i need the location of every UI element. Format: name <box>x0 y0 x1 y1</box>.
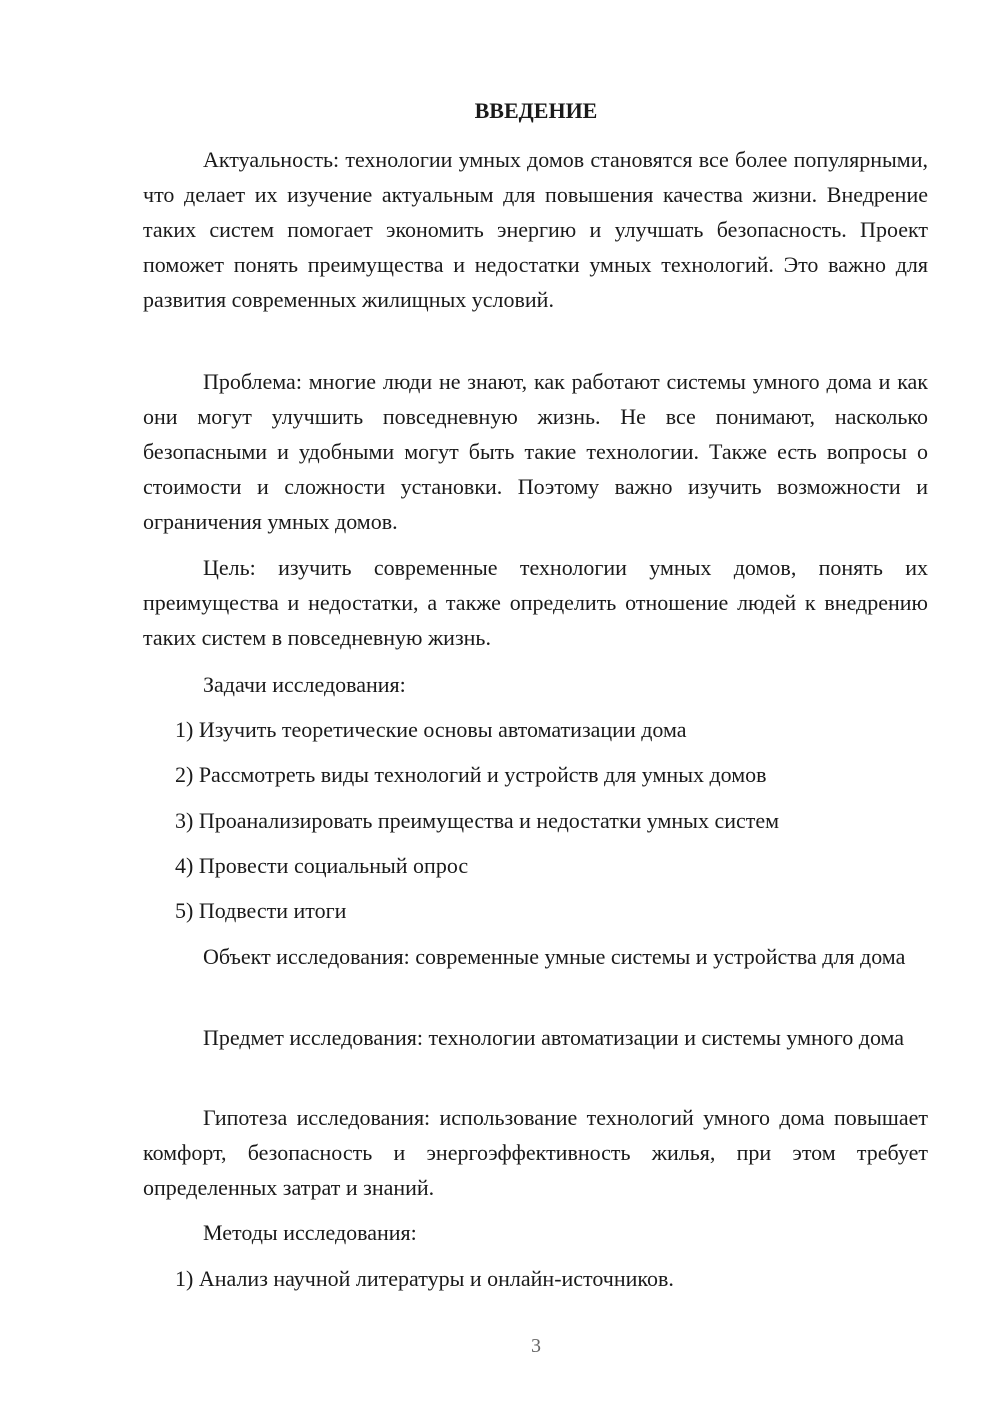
tasks-heading: Задачи исследования: <box>203 672 406 697</box>
hypothesis-paragraph: Гипотеза исследования: использование технологий умного дома повышает комфорт, безопасность и энергоэффективность жилья, при этом требует определенных затрат и знаний. <box>143 1105 928 1200</box>
object-paragraph: Объект исследования: современные умные системы и устройства для дома <box>203 944 906 969</box>
task-item: 4) Провести социальный опрос <box>175 853 469 878</box>
task-item: 1) Изучить теоретические основы автоматизации дома <box>175 717 687 742</box>
relevance-paragraph: Актуальность: технологии умных домов становятся все более популярными, что делает их изучение актуальным для повышения качества жизни. Внедрение таких систем помогает экономить энергию и улучшать безопасность. Проект поможет понять преимущества и недостатки умных технологий. Это важно для развития современных жилищных условий. <box>143 147 928 312</box>
task-item: 3) Проанализировать преимущества и недостатки умных систем <box>175 808 780 833</box>
task-item: 2) Рассмотреть виды технологий и устройств для умных домов <box>175 762 767 787</box>
methods-heading: Методы исследования: <box>203 1220 417 1245</box>
task-item: 5) Подвести итоги <box>175 898 347 923</box>
page-number: 3 <box>531 1335 541 1357</box>
problem-paragraph: Проблема: многие люди не знают, как работают системы умного дома и как они могут улучшить повседневную жизнь. Не все понимают, насколько безопасными и удобными могут быть такие технологии. Также есть вопросы о стоимости и сложности установки. Поэтому важно изучить возможности и ограничения умных домов. <box>143 369 928 534</box>
subject-paragraph: Предмет исследования: технологии автоматизации и системы умного дома <box>203 1025 905 1050</box>
goal-paragraph: Цель: изучить современные технологии умных домов, понять их преимущества и недостатки, а также определить отношение людей к внедрению таких систем в повседневную жизнь. <box>143 555 928 650</box>
page-title: ВВЕДЕНИЕ <box>474 98 598 123</box>
method-item: 1) Анализ научной литературы и онлайн-источников. <box>175 1266 674 1291</box>
